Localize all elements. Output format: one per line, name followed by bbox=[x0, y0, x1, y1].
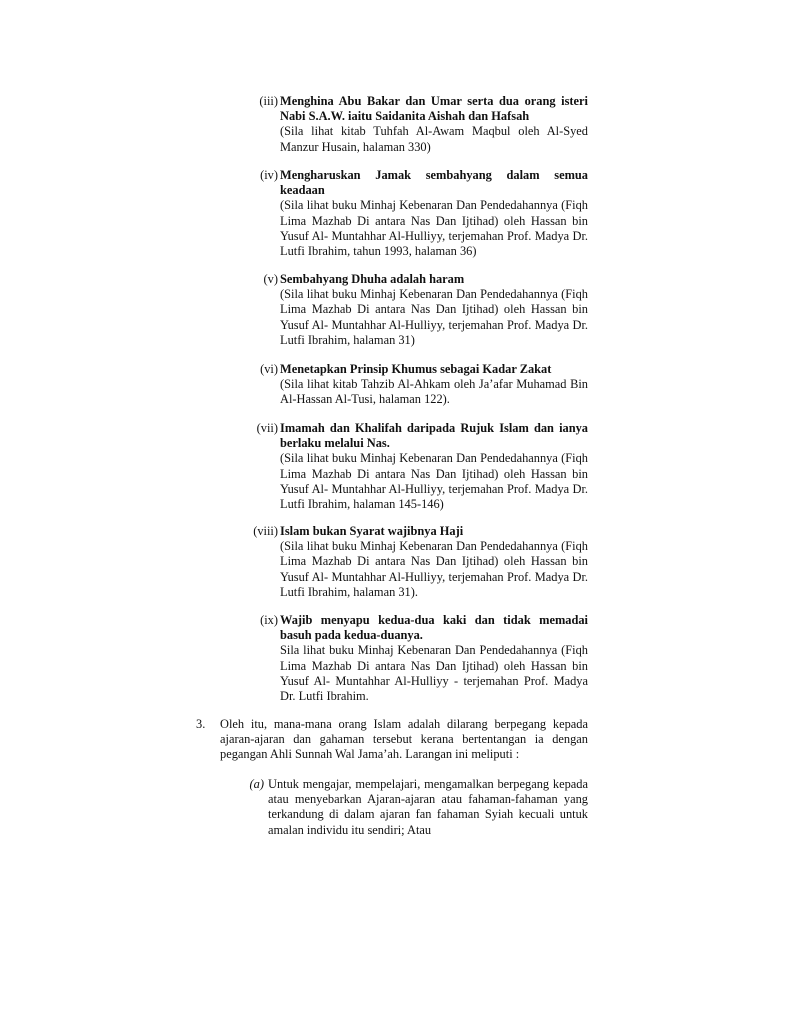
list-item-viii bbox=[240, 524, 588, 600]
list-item-iii bbox=[240, 94, 588, 155]
item-heading: Wajib menyapu kedua-dua kaki dan tidak memadai basuh pada kedua-duanya. bbox=[280, 613, 588, 643]
item-number: (vii) bbox=[256, 421, 278, 435]
item-reference: (Sila lihat buku Minhaj Kebenaran Dan Pendedahannya (Fiqh Lima Mazhab Di antara Nas Dan Ijtihad) oleh Hassan bin Yusuf Al- Muntahhar Al-Hulliyy, terjemahan Prof. Madya Dr. Lutfi Ibrahim, halaman 31). bbox=[280, 539, 588, 599]
item-reference: (Sila lihat buku Minhaj Kebenaran Dan Pendedahannya (Fiqh Lima Mazhab Di antara Nas Dan Ijtihad) oleh Hassan bin Yusuf Al- Muntahhar Al-Hulliyy, terjemahan Prof. Madya Dr. Lutfi Ibrahim, halaman 31) bbox=[280, 287, 588, 347]
sub-item-a bbox=[240, 777, 588, 838]
paragraph-text: Oleh itu, mana-mana orang Islam adalah dilarang berpegang kepada ajaran-ajaran dan gahaman tersebut kerana bertentangan ia dengan pegangan Ahli Sunnah Wal Jama’ah. Larangan ini meliputi : bbox=[220, 717, 588, 762]
item-heading: Sembahyang Dhuha adalah haram bbox=[280, 272, 465, 286]
item-reference: Sila lihat buku Minhaj Kebenaran Dan Pendedahannya (Fiqh Lima Mazhab Di antara Nas Dan Ijtihad) oleh Hassan bin Yusuf Al- Muntahhar Al-Hulliyy - terjemahan Prof. Madya Dr. Lutfi Ibrahim. bbox=[280, 643, 588, 704]
item-number: (ix) bbox=[260, 613, 278, 627]
list-item-iv bbox=[240, 168, 588, 259]
item-heading: Menetapkan Prinsip Khumus sebagai Kadar Zakat bbox=[280, 362, 552, 376]
sub-item-letter: (a) bbox=[249, 777, 264, 791]
item-number: (viii) bbox=[253, 524, 278, 538]
paragraph-3 bbox=[196, 717, 588, 763]
sub-item-text: Untuk mengajar, mempelajari, mengamalkan berpegang kepada atau menyebarkan Ajaran-ajaran atau fahaman-fahaman yang terkandung di dalam ajaran fan fahaman Syiah kecuali untuk amalan individu itu sendiri; Atau bbox=[268, 777, 588, 837]
item-heading: Menghina Abu Bakar dan Umar serta dua orang isteri Nabi S.A.W. iaitu Saidanita Aishah dan Hafsah bbox=[280, 94, 588, 124]
item-heading: Islam bukan Syarat wajibnya Haji bbox=[280, 524, 464, 538]
item-reference: (Sila lihat kitab Tahzib Al-Ahkam oleh Ja’afar Muhamad Bin Al-Hassan Al-Tusi, halaman 122). bbox=[280, 377, 588, 407]
item-heading: Imamah dan Khalifah daripada Rujuk Islam dan ianya berlaku melalui Nas. bbox=[280, 421, 588, 451]
item-number: (vi) bbox=[260, 362, 278, 376]
item-reference: (Sila lihat buku Minhaj Kebenaran Dan Pendedahannya (Fiqh Lima Mazhab Di antara Nas Dan Ijtihad) oleh Hassan bin Yusuf Al- Muntahhar Al-Hulliyy, terjemahan Prof. Madya Dr. Lutfi Ibrahim, halaman 145-146) bbox=[280, 451, 588, 512]
item-number: (v) bbox=[263, 272, 278, 286]
list-item-vii bbox=[240, 421, 588, 512]
list-item-vi bbox=[240, 362, 588, 408]
item-reference: (Sila lihat kitab Tuhfah Al-Awam Maqbul oleh Al-Syed Manzur Husain, halaman 330) bbox=[280, 124, 588, 154]
item-reference: (Sila lihat buku Minhaj Kebenaran Dan Pendedahannya (Fiqh Lima Mazhab Di antara Nas Dan Ijtihad) oleh Hassan bin Yusuf Al- Muntahhar Al-Hulliyy, terjemahan Prof. Madya Dr. Lutfi Ibrahim, tahun 1993, halaman 36) bbox=[280, 198, 588, 259]
item-heading: Mengharuskan Jamak sembahyang dalam semua keadaan bbox=[280, 168, 588, 198]
item-number: (iii) bbox=[259, 94, 278, 108]
list-item-ix bbox=[240, 613, 588, 704]
list-item-v bbox=[240, 272, 588, 348]
paragraph-number: 3. bbox=[196, 717, 206, 731]
item-number: (iv) bbox=[260, 168, 278, 182]
